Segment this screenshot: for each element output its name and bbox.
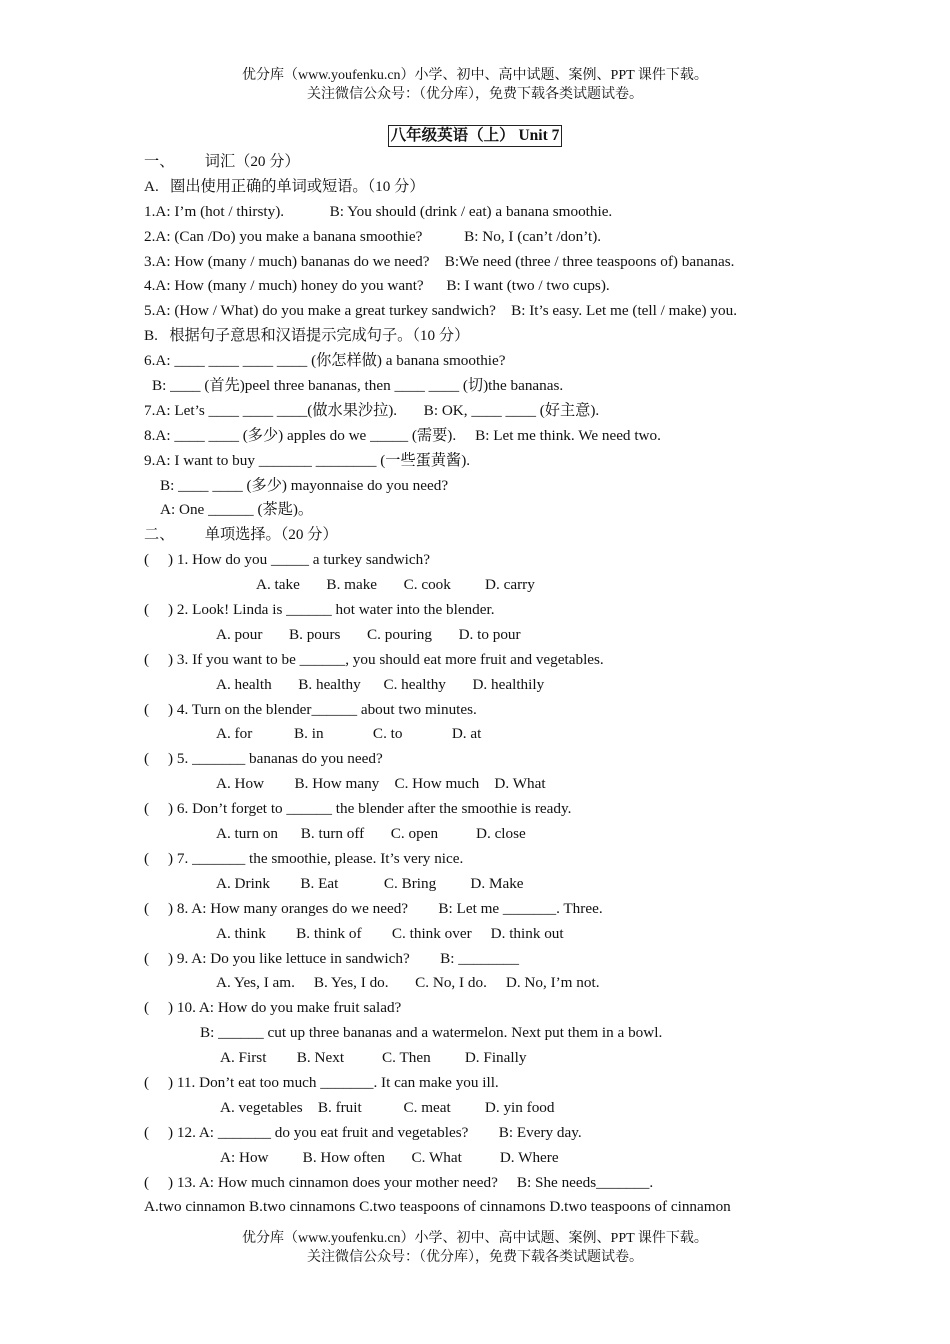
section-heading: 二、 单项选择。（20 分） [144,526,338,544]
mc-options: A. First B. Next C. Then D. Finally [220,1049,527,1067]
mc-options: A. pour B. pours C. pouring D. to pour [216,625,521,643]
mc-options: A. Yes, I am. B. Yes, I do. C. No, I do. D. No, I’m not. [216,974,600,992]
subsection-heading: A. 圈出使用正确的单词或短语。（10 分） [144,177,425,195]
question-line: 6.A: ____ ____ ____ ____ (你怎样做) a banana smoothie? [144,352,506,370]
mc-question: ( ) 9. A: Do you like lettuce in sandwich? B: ________ [144,949,519,967]
section-heading: 一、 词汇（20 分） [144,153,300,170]
page-footer [0,1229,950,1267]
mc-question: ( ) 5. _______ bananas do you need? [144,750,383,768]
mc-question: ( ) 3. If you want to be ______, you should eat more fruit and vegetables. [144,650,604,668]
mc-options: A. for B. in C. to D. at [216,725,482,743]
question-line: 2.A: (Can /Do) you make a banana smoothie? B: No, I (can’t /don’t). [144,227,602,245]
mc-question: ( ) 13. A: How much cinnamon does your mother need? B: She needs_______. [144,1173,654,1191]
question-line: A: One ______ (茶匙)。 [160,501,314,519]
question-line: 5.A: (How / What) do you make a great turkey sandwich? B: It’s easy. Let me (tell / make) you. [144,302,737,320]
mc-question: ( ) 2. Look! Linda is ______ hot water into the blender. [144,601,495,619]
mc-question: ( ) 1. How do you _____ a turkey sandwich? [144,551,430,569]
exam-title [0,125,950,147]
mc-question-continued: B: ______ cut up three bananas and a watermelon. Next put them in a bowl. [200,1024,663,1042]
question-line: 9.A: I want to buy _______ ________ (一些蛋黄酱). [144,451,471,469]
mc-question: ( ) 11. Don’t eat too much _______. It can make you ill. [144,1073,499,1091]
footer-line-1: 优分库（www.youfenku.cn）小学、初中、高中试题、案例、PPT 课件下载。 [242,1231,708,1246]
question-line: 7.A: Let’s ____ ____ ____(做水果沙拉). B: OK, ____ ____ (好主意). [144,401,600,419]
mc-question: ( ) 7. _______ the smoothie, please. It’s very nice. [144,849,464,867]
question-line: B: ____ ____ (多少) mayonnaise do you need? [160,476,449,494]
question-line: B: ____ (首先)peel three bananas, then ____ ____ (切)the bananas. [152,377,564,395]
mc-question: ( ) 10. A: How do you make fruit salad? [144,999,402,1017]
mc-options: A. Drink B. Eat C. Bring D. Make [216,874,524,892]
question-line: 8.A: ____ ____ (多少) apples do we _____ (需要). B: Let me think. We need two. [144,426,661,444]
mc-options: A: How B. How often C. What D. Where [220,1148,559,1166]
mc-options: A.two cinnamon B.two cinnamons C.two teaspoons of cinnamons D.two teaspoons of cinnamon [144,1198,731,1216]
mc-question: ( ) 6. Don’t forget to ______ the blender after the smoothie is ready. [144,800,572,818]
subsection-heading: B. 根据句子意思和汉语提示完成句子。（10 分） [144,327,470,345]
mc-options: A. How B. How many C. How much D. What [216,775,546,793]
mc-question: ( ) 12. A: _______ do you eat fruit and vegetables? B: Every day. [144,1123,582,1141]
question-line: 3.A: How (many / much) bananas do we need? B:We need (three / three teaspoons of) bananas. [144,252,735,270]
mc-options: A. take B. make C. cook D. carry [256,576,535,594]
header-line-1: 优分库（www.youfenku.cn）小学、初中、高中试题、案例、PPT 课件下载。 [242,68,708,83]
question-line: 1.A: I’m (hot / thirsty). B: You should (drink / eat) a banana smoothie. [144,202,613,220]
mc-options: A. think B. think of C. think over D. think out [216,924,564,942]
mc-options: A. vegetables B. fruit C. meat D. yin food [220,1098,555,1116]
exam-body [144,150,824,1220]
footer-line-2: 关注微信公众号：（优分库），免费下载各类试题试卷。 [307,1250,643,1265]
header-line-2: 关注微信公众号：（优分库），免费下载各类试题试卷。 [307,87,643,102]
mc-options: A. health B. healthy C. healthy D. healthily [216,675,545,693]
mc-question: ( ) 4. Turn on the blender______ about two minutes. [144,700,477,718]
exam-title-text: 八年级英语（上） Unit 7 [388,125,563,147]
page-header [0,66,950,104]
mc-question: ( ) 8. A: How many oranges do we need? B: Let me _______. Three. [144,899,603,917]
question-line: 4.A: How (many / much) honey do you want? B: I want (two / two cups). [144,277,610,295]
mc-options: A. turn on B. turn off C. open D. close [216,825,526,843]
